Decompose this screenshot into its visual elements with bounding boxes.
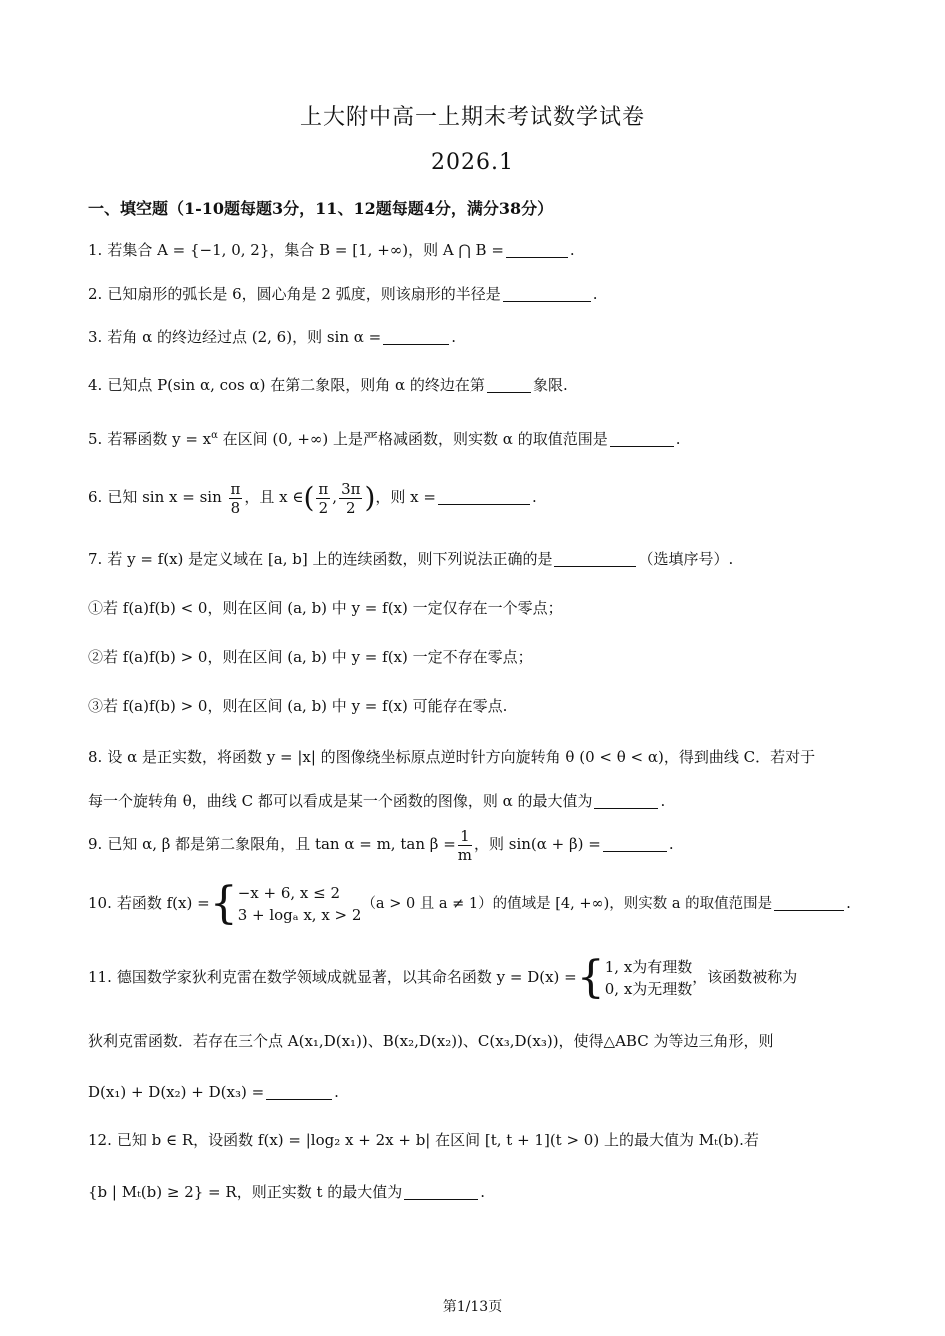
question-end: 象限. (532, 376, 568, 394)
question-9 (88, 822, 905, 866)
question-end: . (846, 894, 851, 912)
page-number: 第1/13页 (442, 1299, 503, 1315)
answer-blank (266, 1084, 332, 1100)
question-end: . (531, 488, 537, 506)
question-text: 已知扇形的弧长是 6，圆心角是 2 弧度，则该扇形的半径是 (107, 285, 501, 303)
question-number: 3. (88, 328, 103, 346)
question-6: 6. 已知 sin x = sin $\frac{\pi}{8}$ ，且 x ∈( $\frac{\pi}{2}$ , $\frac{3\pi}{2}$ )，则 x = . (88, 479, 537, 517)
left-brace: { (209, 878, 238, 929)
question-text-cont: ，则 sin(α + β) = (474, 835, 601, 853)
answer-blank (487, 377, 531, 393)
answer-blank (774, 895, 844, 911)
question-end: （选填序号）. (638, 550, 734, 568)
question-12 (88, 1129, 905, 1151)
question-end: . (675, 430, 681, 448)
question-11-line-3 (88, 1081, 905, 1103)
question-7-option-3: ③若 f(a)f(b) > 0，则在区间 (a, b) 中 y = f(x) 可能存在零点. (88, 697, 508, 715)
question-text: 若角 α 的终边经过点 (2, 6)，则 sin α = (107, 328, 382, 346)
answer-blank (438, 489, 530, 505)
question-number: 5. (88, 430, 103, 448)
question-text: 若集合 A = {−1, 0, 2}，集合 B = [1, +∞)，则 A ⋂ B = (107, 241, 504, 259)
question-end: . (668, 835, 674, 853)
fraction (316, 480, 330, 517)
question-text: 已知 sin x = sin (107, 488, 222, 506)
question-7-option-1: ①若 f(a)f(b) < 0，则在区间 (a, b) 中 y = f(x) 一定仅存在一个零点； (88, 599, 563, 617)
question-text-cont: ，且 x ∈ (244, 488, 304, 506)
question-text: 每一个旋转角 θ，曲线 C 都可以看成是某一个函数的图像，则 α 的最大值为 (88, 792, 593, 810)
question-text-cont: 在区间 (0, +∞) 上是严格减函数，则实数 α 的取值范围是 (217, 430, 608, 448)
fraction (229, 480, 243, 517)
answer-blank (506, 242, 568, 258)
question-4 (88, 374, 905, 396)
numerator: π (230, 479, 241, 498)
exponent: α (211, 430, 218, 441)
question-number: 8. (88, 748, 103, 766)
question-text: 德国数学家狄利克雷在数学领域成就显著，以其命名函数 y = D(x) = (116, 968, 577, 986)
question-number: 2. (88, 285, 103, 303)
question-number: 10. (88, 894, 112, 912)
answer-blank (404, 1184, 478, 1200)
piecewise-cases (605, 956, 693, 1000)
denominator: m (457, 845, 472, 864)
question-text-end: ，则 x = (375, 488, 436, 506)
question-text: 若 y = f(x) 是定义域在 [a, b] 上的连续函数，则下列说法正确的是 (107, 550, 553, 568)
question-end: . (592, 285, 598, 303)
case-1: −x + 6, x ≤ 2 (237, 884, 341, 902)
fraction (339, 480, 362, 517)
question-number: 9. (88, 835, 103, 853)
question-3 (88, 326, 905, 348)
question-text: 设 α 是正实数，将函数 y = |x| 的图像绕坐标原点逆时针方向旋转角 θ (0 < θ < α)，得到曲线 C．若对于 (107, 748, 816, 766)
question-text: 若幂函数 y = x (107, 430, 212, 448)
answer-blank (383, 329, 449, 345)
question-end: . (334, 1083, 339, 1101)
answer-blank (610, 431, 674, 447)
question-10 (88, 878, 905, 929)
question-11-line-2: 狄利克雷函数．若存在三个点 A(x₁,D(x₁))、B(x₂,D(x₂))、C(x₃,D(x₃))，使得△ABC 为等边三角形，则 (88, 1032, 774, 1050)
question-2 (88, 283, 905, 305)
denominator: 2 (345, 498, 356, 517)
denominator: 8 (230, 498, 241, 517)
question-text-cont: ，该函数被称为 (692, 968, 798, 986)
left-brace: { (576, 952, 605, 1003)
section-heading: 一、填空题（1-10题每题3分，11、12题每题4分，满分38分） (88, 199, 554, 218)
question-text: {b | Mₜ(b) ≥ 2} = R，则正实数 t 的最大值为 (88, 1183, 403, 1201)
question-text: 已知点 P(sin α, cos α) 在第二象限，则角 α 的终边在第 (107, 376, 485, 394)
question-number: 6. (88, 488, 103, 506)
fraction (458, 827, 472, 864)
question-end: . (451, 328, 457, 346)
question-text: 已知 α, β 都是第二象限角，且 tan α = m, tan β = (107, 835, 456, 853)
question-end: . (480, 1183, 486, 1201)
question-number: 7. (88, 550, 103, 568)
exam-title: 上大附中高一上期末考试数学试卷 (299, 105, 645, 130)
question-12-line-2 (88, 1181, 905, 1203)
answer-blank (603, 836, 667, 852)
left-paren: ( (303, 481, 315, 514)
question-text: D(x₁) + D(x₂) + D(x₃) = (88, 1083, 265, 1101)
denominator: 2 (318, 498, 329, 517)
question-end: . (660, 792, 666, 810)
piecewise-cases (238, 882, 362, 926)
answer-blank (594, 793, 658, 809)
numerator: 3π (341, 479, 361, 498)
question-11 (88, 952, 905, 1002)
question-7-option-2: ②若 f(a)f(b) > 0，则在区间 (a, b) 中 y = f(x) 一定不存在零点； (88, 648, 533, 666)
case-2: 0, x为无理数 (604, 980, 693, 998)
question-7 (88, 548, 905, 570)
question-number: 1. (88, 241, 103, 259)
question-number: 12. (88, 1131, 112, 1149)
question-number: 4. (88, 376, 103, 394)
numerator: 1 (458, 827, 472, 846)
question-1 (88, 239, 905, 261)
case-2: 3 + logₐ x, x > 2 (237, 906, 362, 924)
question-8-line-2 (88, 790, 905, 812)
question-text-cont: （a > 0 且 a ≠ 1）的值域是 [4, +∞)，则实数 a 的取值范围是 (361, 896, 773, 912)
question-number: 11. (88, 968, 112, 986)
case-1: 1, x为有理数 (604, 958, 693, 976)
answer-blank (554, 551, 636, 567)
right-paren: ) (364, 481, 376, 514)
question-5 (88, 425, 905, 450)
exam-date: 2026.1 (431, 150, 514, 175)
answer-blank (503, 286, 591, 302)
question-text: 若函数 f(x) = (116, 894, 210, 912)
question-text: 已知 b ∈ R，设函数 f(x) = |log₂ x + 2x + b| 在区间 [t, t + 1](t > 0) 上的最大值为 Mₜ(b).若 (116, 1131, 759, 1149)
question-end: . (569, 241, 575, 259)
numerator: π (318, 479, 329, 498)
question-8 (88, 746, 905, 768)
